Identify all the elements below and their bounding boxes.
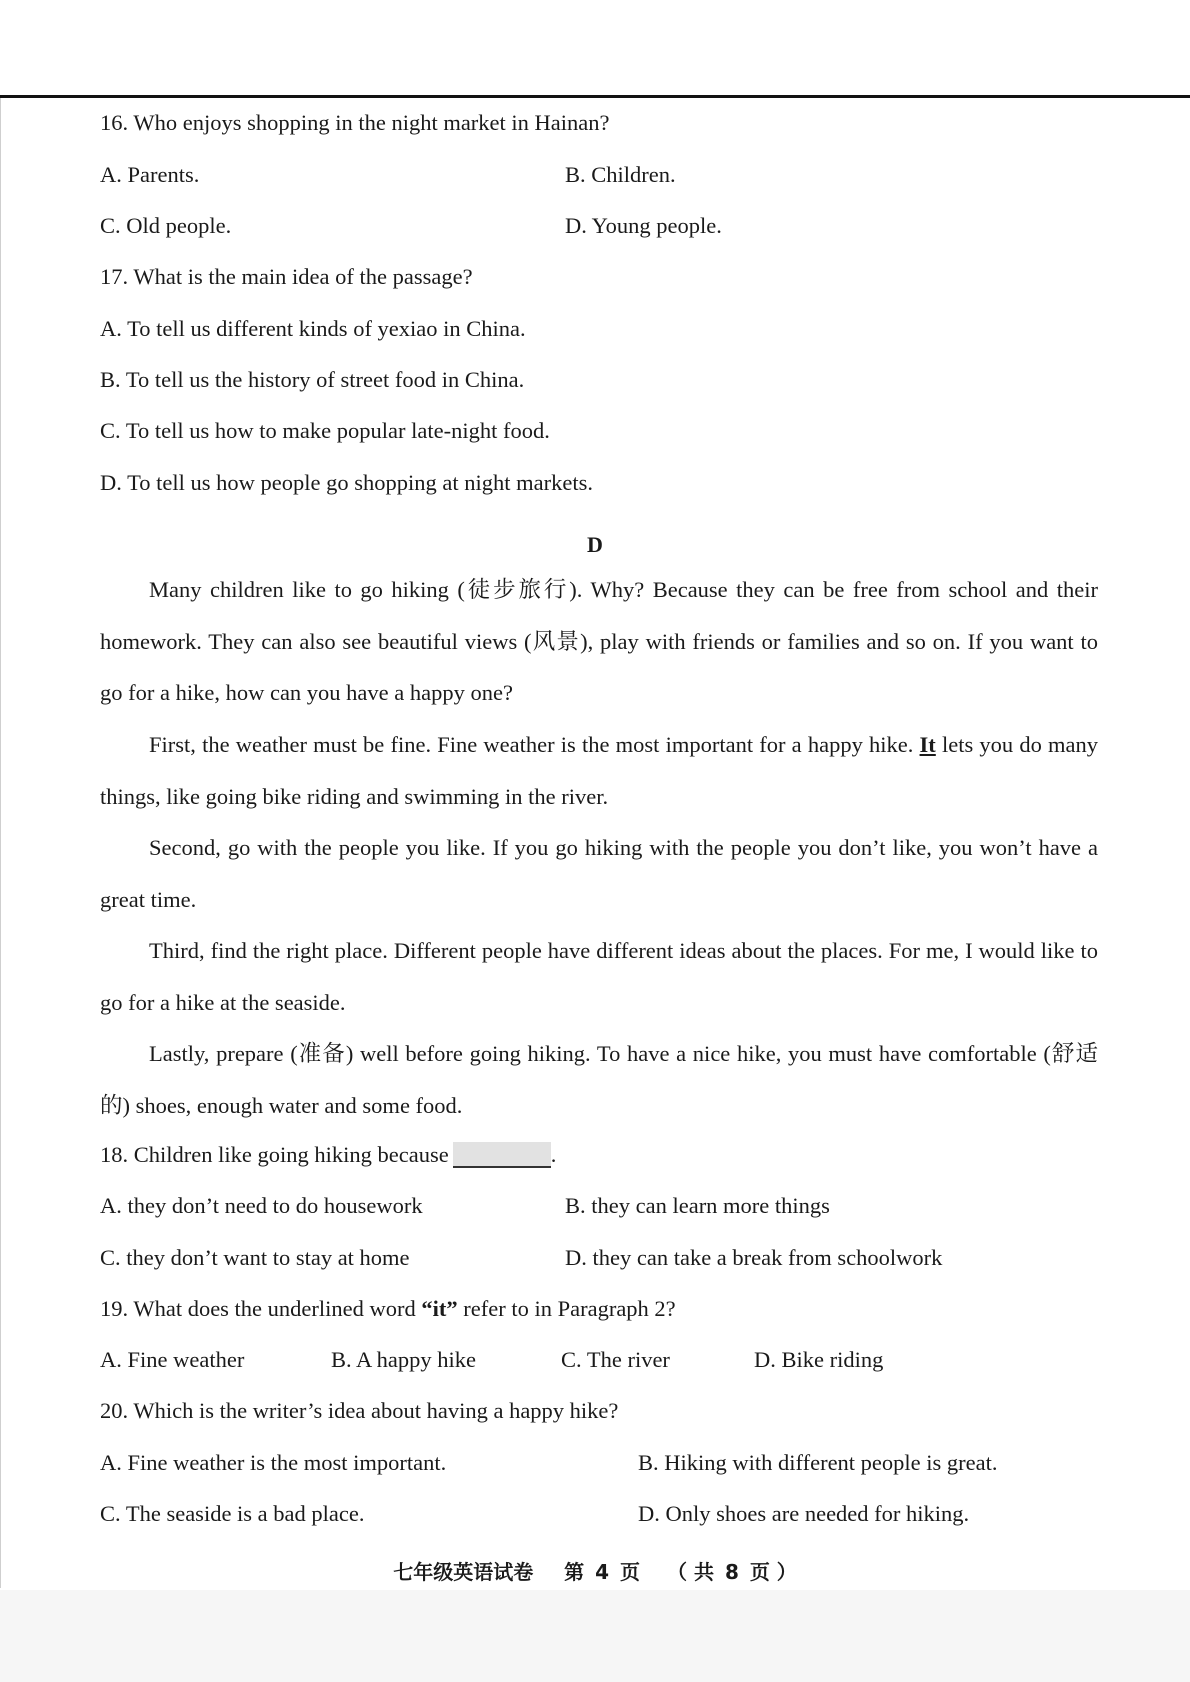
page-bottom-margin <box>0 1590 1190 1682</box>
footer-total-open: （ 共 <box>667 1560 714 1584</box>
underlined-word-it: It <box>919 732 936 757</box>
footer-total-pages: 8 <box>724 1560 739 1584</box>
footer-page-number: 4 <box>595 1560 610 1584</box>
question-16: 16. Who enjoys shopping in the night market in Hainan? <box>100 110 610 135</box>
q19-option-a: A. Fine weather <box>100 1347 245 1372</box>
q18-option-d: D. they can take a break from schoolwork <box>565 1245 943 1270</box>
footer-page-prefix: 第 <box>564 1560 585 1584</box>
q18-option-a: A. they don’t need to do housework <box>100 1193 423 1218</box>
q16-option-d: D. Young people. <box>565 213 722 238</box>
footer-total-close: 页 ） <box>749 1560 797 1584</box>
question-19 <box>100 1294 676 1324</box>
q17-option-a: A. To tell us different kinds of yexiao in China. <box>100 316 526 341</box>
q19-option-b: B. A happy hike <box>331 1347 476 1372</box>
q19-option-d: D. Bike riding <box>754 1347 884 1372</box>
question-18-end: . <box>550 1142 557 1167</box>
question-18-text: 18. Children like going hiking because <box>100 1142 449 1167</box>
page-left-edge <box>0 98 1 1588</box>
question-19-text-end: refer to in Paragraph 2? <box>457 1296 676 1321</box>
q19-option-c: C. The river <box>561 1347 670 1372</box>
q17-option-c: C. To tell us how to make popular late-night food. <box>100 418 550 443</box>
paragraph-2-text-start: First, the weather must be fine. Fine weather is the most important for a happy hike. <box>149 732 920 757</box>
question-20: 20. Which is the writer’s idea about having a happy hike? <box>100 1398 619 1423</box>
passage-paragraph-4: Third, find the right place. Different people have different ideas about the places. For me, I would like to go for a hike at the seaside. <box>100 938 1098 1015</box>
q20-option-a: A. Fine weather is the most important. <box>100 1450 447 1475</box>
q16-option-b: B. Children. <box>565 162 676 187</box>
question-19-quoted-word: “it” <box>421 1296 458 1321</box>
page-footer <box>0 1558 1190 1586</box>
q16-option-c: C. Old people. <box>100 213 232 238</box>
q20-option-c: C. The seaside is a bad place. <box>100 1501 365 1526</box>
answer-blank <box>453 1142 551 1168</box>
passage-paragraph-3: Second, go with the people you like. If you go hiking with the people you don’t like, you won’t have a great time. <box>100 835 1098 912</box>
section-heading-d: D <box>587 532 603 557</box>
q18-option-c: C. they don’t want to stay at home <box>100 1245 410 1270</box>
q17-option-b: B. To tell us the history of street food in China. <box>100 367 525 392</box>
q20-option-d: D. Only shoes are needed for hiking. <box>638 1501 970 1526</box>
paragraph-2-text-end: lets you do many things, like going bike riding and swimming in the river. <box>100 732 1098 809</box>
question-18 <box>100 1140 556 1170</box>
question-17: 17. What is the main idea of the passage? <box>100 264 473 289</box>
q17-option-d: D. To tell us how people go shopping at night markets. <box>100 470 593 495</box>
q16-option-a: A. Parents. <box>100 162 200 187</box>
passage-paragraph-5: Lastly, prepare (准备) well before going hiking. To have a nice hike, you must have comfortable (舒适的) shoes, enough water and some food. <box>100 1041 1098 1118</box>
footer-exam-name: 七年级英语试卷 <box>393 1560 534 1584</box>
question-19-text-start: 19. What does the underlined word <box>100 1296 422 1321</box>
footer-page-suffix: 页 <box>620 1560 641 1584</box>
q20-option-b: B. Hiking with different people is great. <box>638 1450 998 1475</box>
passage-paragraph-2 <box>100 719 1098 822</box>
passage-paragraph-1: Many children like to go hiking (徒步旅行). Why? Because they can be free from school and their homework. They can also see beautiful views (风景), play with friends or families and so on. If you want to go for a hike, how can you have a happy one? <box>100 577 1098 705</box>
q18-option-b: B. they can learn more things <box>565 1193 830 1218</box>
header-rule <box>0 95 1190 98</box>
